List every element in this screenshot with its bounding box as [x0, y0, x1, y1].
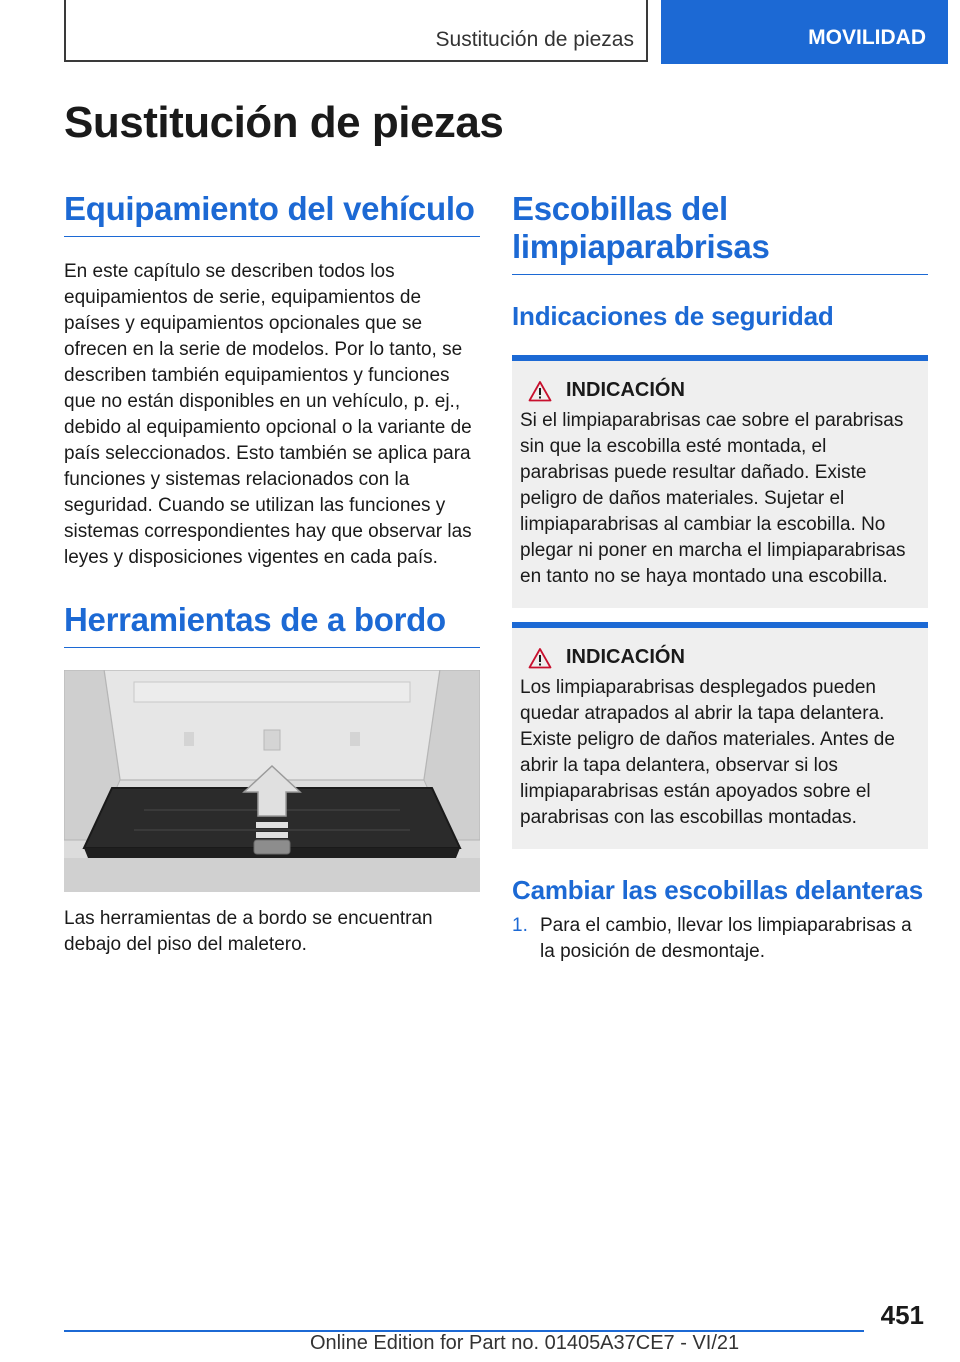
list-item — [512, 913, 928, 965]
page-title: Sustitución de piezas — [64, 98, 504, 147]
page-number: 451 — [880, 1300, 924, 1330]
section-title-wipers: Escobillas del limpiaparabrisas — [512, 190, 928, 275]
notice-box-2 — [512, 622, 928, 849]
header-chapter-label: MOVILIDAD — [808, 26, 926, 49]
step-number: 1. — [512, 915, 528, 936]
section-title-equipment: Equipamiento del vehículo — [64, 190, 480, 237]
warning-triangle-icon — [528, 647, 552, 669]
notice-text: Los limpiaparabrisas desplegados pueden quedar atrapados al abrir la tapa delantera. Existe peligro de daños materiales. Antes de abrir la tapa delantera, observar si los limpiaparabrisas están apoyados sobre el parabrisas con las escobillas montadas. — [520, 677, 895, 828]
tools-paragraph: Las herramientas de a bordo se encuentran debajo del piso del maletero. — [64, 908, 433, 955]
trunk-floor-illustration — [64, 670, 480, 892]
notice-box-1 — [512, 355, 928, 608]
section-title-tools: Herramientas de a bordo — [64, 601, 480, 648]
floor-handle-icon — [254, 840, 290, 854]
notice-title: INDICACIÓN — [566, 646, 685, 668]
warning-triangle-icon — [528, 380, 552, 402]
left-column — [64, 190, 480, 958]
subsection-title-safety: Indicaciones de seguridad — [512, 301, 834, 331]
header-section-title: Sustitución de piezas — [435, 28, 634, 51]
trunk-floor-drawing — [64, 670, 480, 892]
subsection-title-change-wipers: Cambiar las escobillas delanteras — [512, 875, 924, 905]
header-chapter-tab[interactable] — [661, 0, 948, 64]
footer-edition: Online Edition for Part no. 01405A37CE7 - VI/21 — [310, 1332, 740, 1354]
notice-text: Si el limpiaparabrisas cae sobre el parabrisas sin que la escobilla esté montada, el parabrisas puede resultar dañado. Existe peligro de daños materiales. Sujetar el limpiaparabrisas al cambiar la escobilla. No plegar ni poner en marcha el limpiaparabrisas en tanto no se haya montado una escobilla. — [520, 410, 906, 587]
step-text: Para el cambio, llevar los limpiaparabrisas a la posición de desmontaje. — [540, 915, 912, 962]
header-section-box — [64, 0, 648, 62]
notice-title: INDICACIÓN — [566, 379, 685, 401]
equipment-paragraph: En este capítulo se describen todos los equipamientos de serie, equipamientos de países y equipamientos opcionales que se ofrecen en la serie de modelos. Por lo tanto, se describen también equipamientos y funciones que no están disponibles en un vehículo, p. ej., debido al equipamiento opcional o la variante de país seleccionados. Esto también se aplica para funciones y sistemas relacionados con la seguridad. Cuando se utilizan las funciones y sistemas correspondientes hay que observar las leyes y disposiciones vigentes en cada país. — [64, 261, 472, 568]
right-column — [512, 190, 928, 965]
